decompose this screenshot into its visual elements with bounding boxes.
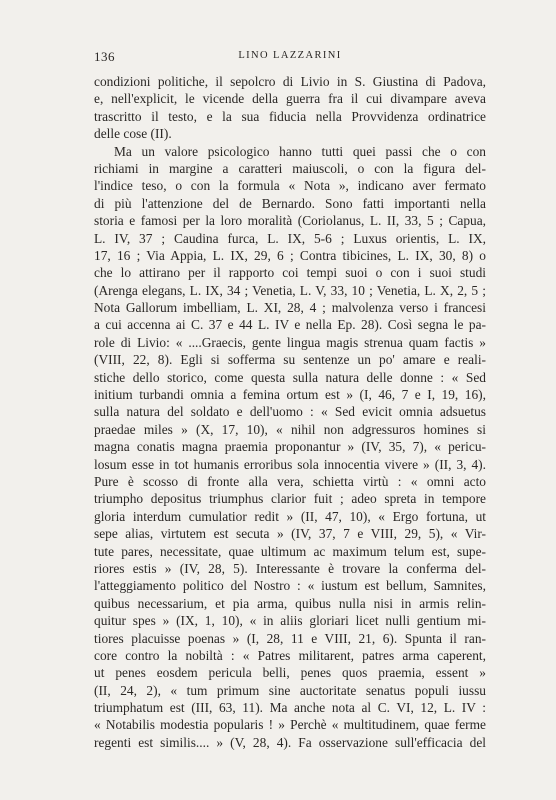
text-line: Pure è scosso di fronte alla vera, schietta virtù : « omni acto (94, 473, 486, 489)
text-line: a cui accenna ai C. 37 e 44 L. IV e nella Ep. 28). Così segna le pa- (94, 317, 486, 333)
text-line: initium turbandi omnia a femina ortum est » (I, 46, 7 e I, 19, 16), (94, 387, 486, 403)
text-line: trascritto il testo, e la sua fiducia nella Provvidenza ordinatrice (94, 108, 486, 124)
text-line: role di Livio: « ....Graecis, gente lingua magis strenua quam factis » (94, 334, 486, 350)
text-line: regenti est similis.... » (V, 28, 4). Fa osservazione sull'efficacia del (94, 734, 486, 750)
text-line: e, nell'explicit, le vicende della guerra fra il cui divampare aveva (94, 91, 486, 107)
text-line: che lo attirano per il rapporto coi tempi suoi o con i suoi studi (94, 265, 486, 281)
text-line: riores estis » (IV, 28, 5). Interessante è trovare la conferma del- (94, 560, 486, 576)
text-line: 17, 16 ; Via Appia, L. IX, 29, 6 ; Contra tibicines, L. IX, 30, 8) o (94, 247, 486, 263)
text-line: richiami in margine a caratteri maiuscoli, o con la figura del- (94, 160, 486, 176)
text-line: « Notabilis modestia popularis ! » Perchè « multitudinem, quae ferme (94, 717, 486, 733)
text-line: quitur spes » (IX, 1, 10), « in aliis gloriari licet nulli gentium mi- (94, 613, 486, 629)
text-line: triumpho depositus triumphus clarior fuit ; adeo spreta in tempore (94, 491, 486, 507)
text-line: losum esse in tot humanis erroribus sola innocentia vivere » (II, 3, 4). (94, 456, 486, 472)
paragraph-2 (94, 143, 486, 752)
text-line: sulla natura del soldato e dell'uomo : « Sed evicit omnia adsuetus (94, 404, 486, 420)
text-line: l'indice teso, o con la formula « Nota », indicano aver fermato (94, 178, 486, 194)
text-line: (Arenga elegans, L. IX, 34 ; Venetia, L. V, 33, 10 ; Venetia, L. X, 2, 5 ; (94, 282, 486, 298)
text-line: (II, 24, 2), « tum primum sine auctoritate senatus populi iussu (94, 682, 486, 698)
text-line: stiche dello storico, come questa sulla natura delle donne : « Sed (94, 369, 486, 385)
text-line: triumphatum est (III, 63, 11). Ma anche nota al C. VI, 12, L. IV : (94, 700, 486, 716)
text-line: sepe alias, virtutem est secuta » (IV, 37, 7 e VIII, 29, 5), « Vir- (94, 526, 486, 542)
text-line: storia e famosi per la loro moralità (Coriolanus, L. II, 33, 5 ; Capua, (94, 213, 486, 229)
text-line: quibus necessarium, et pia arma, quibus nulla nisi in armis relin- (94, 595, 486, 611)
text-line: condizioni politiche, il sepolcro di Livio in S. Giustina di Padova, (94, 74, 486, 89)
page-number: 136 (94, 49, 115, 64)
text-line: Nota Gallorum imbelliam, L. XI, 28, 4 ; malvolenza verso i francesi (94, 300, 486, 316)
text-line: core contro la nobiltà : « Patres militarent, patres arma caperent, (94, 647, 486, 663)
text-line: L. IV, 37 ; Caudina furca, L. IX, 5-6 ; Luxus orientis, L. IX, (94, 230, 486, 246)
text-line: l'atteggiamento politico del Nostro : « iustum est bellum, Samnites, (94, 578, 486, 594)
running-head: LINO LAZZARINI (238, 50, 342, 61)
body-text (94, 73, 486, 751)
text-line: Ma un valore psicologico hanno tutti quei passi che o con (114, 143, 486, 159)
text-line: delle cose (II). (94, 126, 172, 142)
text-line: magna conatis magna praemia proponantur » (IV, 35, 7), « pericu- (94, 439, 486, 455)
text-line: di più l'attenzione del de Bernardo. Sono fatti importanti nella (94, 195, 486, 211)
text-line: (VIII, 22, 8). Egli si sofferma su sentenze un po' amare e reali- (94, 352, 486, 368)
text-line: tiores placuisse poenas » (I, 28, 11 e VIII, 21, 6). Spunta il ran- (94, 630, 486, 646)
text-line: gloria interdum cumulatior redit » (II, 47, 10), « Ergo fortuna, ut (94, 508, 486, 524)
paragraph-1 (94, 73, 486, 143)
text-line: ut penes eosdem pericula belli, penes quos praemia, essent » (94, 665, 486, 681)
text-line: tute pares, necessitate, quae ultimum ac maximum telum est, supe- (94, 543, 486, 559)
page-header (94, 49, 486, 65)
text-line: praedae miles » (X, 17, 10), « nihil non adgressuros homines si (94, 421, 486, 437)
